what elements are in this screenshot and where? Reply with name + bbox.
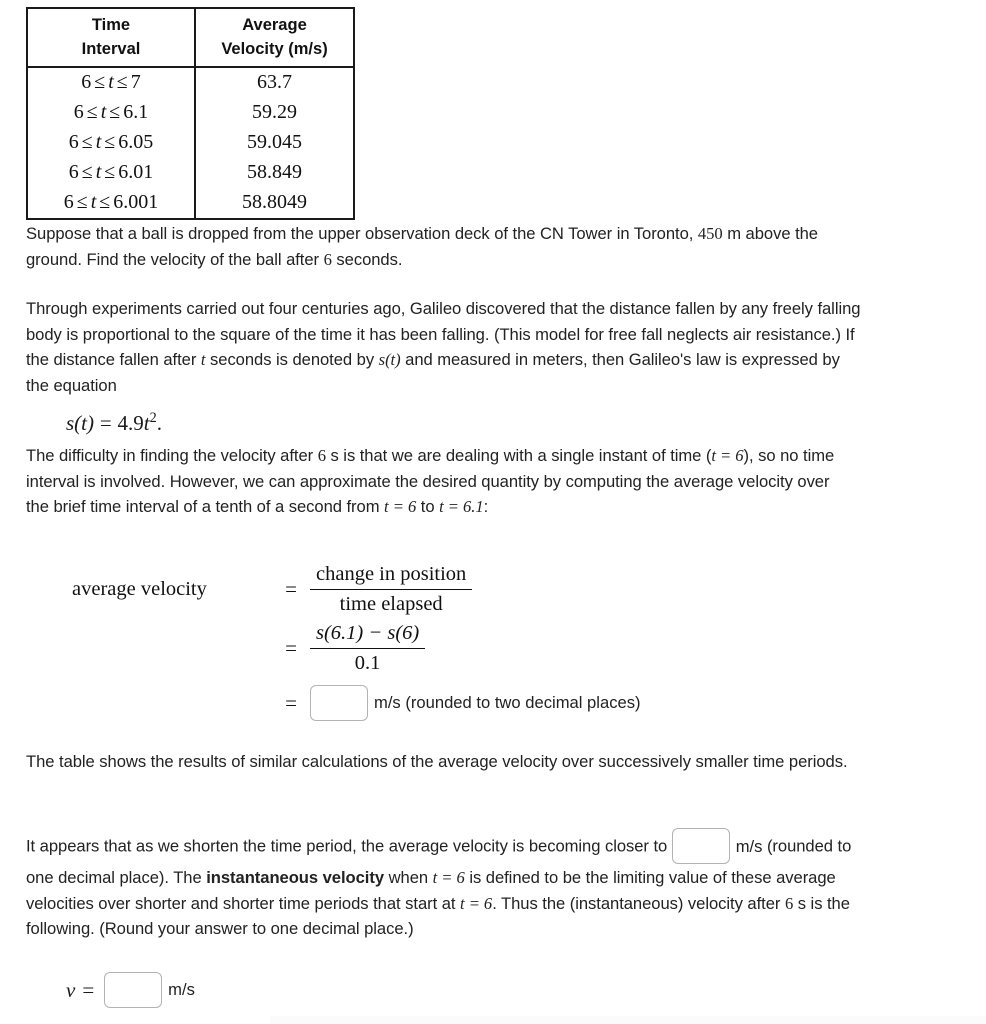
table-row: [27, 98, 354, 128]
interval-lower: 6: [81, 71, 92, 93]
derivation-label: average velocity: [72, 577, 207, 600]
derivation-row-2: [72, 618, 641, 678]
derivation-row-1: [72, 560, 641, 618]
interval-variable: t: [100, 101, 107, 123]
cell-average-velocity: 63.7: [257, 71, 292, 93]
galileo-law-equation: [66, 405, 162, 437]
interval-rel2: ≤: [116, 71, 128, 93]
column-header-average-velocity-line2: Velocity (m/s): [221, 40, 328, 58]
interval-upper: 6.1: [123, 101, 149, 123]
p3-t-equals-6: t = 6: [711, 446, 744, 465]
derivation-unit-note: m/s (rounded to two decimal places): [374, 693, 641, 712]
derivation-denominator-2: 0.1: [310, 648, 425, 675]
interval-variable: t: [90, 191, 97, 213]
p5-text-f: s is the following. (Round your answer to one decimal place.): [26, 893, 850, 939]
interval-upper: 6.05: [118, 131, 154, 153]
interval-lower: 6: [68, 161, 79, 183]
equation-variable: t: [143, 411, 150, 435]
table-header: [27, 8, 354, 67]
closer-to-input-wrapper: [672, 828, 730, 864]
table-row: [27, 158, 354, 188]
interval-rel1: ≤: [76, 191, 88, 213]
table-row: [27, 188, 354, 219]
cell-time-interval: [27, 128, 195, 158]
derivation-fraction-2: [310, 621, 425, 674]
derivation-numerator-2: s(6.1) − s(6): [316, 622, 420, 645]
derivation-fraction-1: [310, 562, 472, 615]
interval-rel2: ≤: [104, 131, 116, 153]
p4-text: The table shows the results of similar calculations of the average velocity over successively smaller time periods.: [26, 752, 848, 771]
cell-time-interval: [27, 98, 195, 128]
table-description-paragraph: [26, 749, 872, 775]
interval-rel2: ≤: [99, 191, 111, 213]
table-body: [27, 67, 354, 219]
p3-text-d: to: [416, 497, 440, 517]
bottom-edge-band: [270, 1016, 986, 1024]
p5-t-equals-6-second: t = 6: [460, 893, 493, 913]
table-header-row: [27, 8, 354, 67]
column-header-time-interval-line1: Time: [91, 16, 131, 34]
galileo-paragraph: [26, 296, 866, 398]
p2-text-b: seconds is denoted by: [205, 350, 379, 370]
p1-text-b: m above the ground. Find the velocity of the ball after: [26, 224, 818, 269]
interval-rel2: ≤: [104, 161, 116, 183]
column-header-time-interval: [27, 8, 195, 67]
p2-text-a: Through experiments carried out four centuries ago, Galileo discovered that the distance fallen by any freely falling body is proportional to the square of the time it has been falling. (This model for free fall neglects air resistance.) If the distance fallen after: [26, 299, 861, 370]
interval-rel1: ≤: [81, 131, 93, 153]
problem-statement-paragraph: [26, 221, 872, 272]
cell-time-interval: [27, 188, 195, 219]
final-answer-row: [66, 972, 195, 1008]
derivation-numerator-1: change in position: [316, 563, 467, 586]
derivation-row-3: [72, 680, 641, 726]
column-header-average-velocity-line1: Average: [242, 16, 307, 34]
closer-to-answer-input[interactable]: [672, 828, 730, 864]
interval-rel1: ≤: [81, 161, 93, 183]
interval-rel1: ≤: [86, 101, 98, 123]
p5-text-c: when: [384, 868, 433, 887]
interval-upper: 6.01: [118, 161, 154, 183]
p5-t-equals-6: t = 6: [432, 868, 465, 887]
interval-upper: 6.001: [113, 191, 159, 213]
p1-height-value: 450: [697, 224, 723, 243]
cell-time-interval: [27, 67, 195, 98]
interval-variable: t: [95, 131, 102, 153]
p5-bold-term: instantaneous velocity: [206, 868, 385, 887]
interval-rel1: ≤: [94, 71, 106, 93]
interval-variable: t: [95, 161, 102, 183]
interval-variable: t: [108, 71, 114, 93]
difficulty-paragraph: [26, 443, 856, 520]
p3-text-e: :: [483, 497, 489, 517]
interval-lower: 6: [73, 101, 84, 123]
p1-text-a: Suppose that a ball is dropped from the upper observation deck of the CN Tower in Toronto,: [26, 224, 698, 243]
interval-lower: 6: [63, 191, 74, 213]
cell-average-velocity: 59.045: [247, 131, 302, 153]
p3-text-c: ), so no time interval is involved. However, we can approximate the desired quantity by computing the average velocity over the brief time interval of a tenth of a second from: [26, 446, 835, 517]
cell-average-velocity: 59.29: [252, 101, 297, 123]
cell-average-velocity: 58.8049: [242, 191, 307, 213]
average-velocity-derivation: [72, 560, 641, 726]
table-row: [27, 67, 354, 98]
equation-equals-sign: =: [99, 411, 112, 435]
cell-time-interval: [27, 158, 195, 188]
column-header-time-interval-line2: Interval: [81, 40, 141, 58]
final-answer-equals: =: [82, 977, 95, 1002]
p5-text-e: . Thus the (instantaneous) velocity after: [492, 893, 785, 913]
average-velocity-table-wrapper: [26, 7, 355, 220]
p2-variable-t: t: [200, 350, 206, 370]
equation-exponent: 2: [149, 410, 157, 426]
p5-seconds-value: 6: [784, 893, 794, 913]
derivation-denominator-1: time elapsed: [310, 589, 472, 616]
p2-function-s-of-t: s(t): [378, 350, 401, 370]
p5-text-b: (rounded to one decimal place). The: [26, 836, 852, 887]
p5-unit-1: m/s: [735, 837, 763, 857]
p1-seconds-value: 6: [323, 249, 332, 269]
column-header-average-velocity: [195, 8, 354, 67]
p3-t-equals-6-second: t = 6: [384, 497, 417, 517]
p2-text-c: and measured in meters, then Galileo's law is expressed by the equation: [26, 350, 840, 395]
interval-rel2: ≤: [109, 101, 121, 123]
table-row: [27, 128, 354, 158]
final-answer-unit: m/s: [168, 980, 195, 999]
interval-upper: 7: [130, 71, 141, 93]
p5-text-d: is defined to be the limiting value of these average velocities over shorter and shorter time periods that start at: [26, 868, 836, 913]
average-velocity-answer-input[interactable]: [310, 685, 368, 721]
p3-seconds-value: 6: [317, 446, 326, 465]
p5-text-a: It appears that as we shorten the time period, the average velocity is becoming closer to: [26, 836, 672, 856]
p3-text-a: The difficulty in finding the velocity after: [26, 446, 318, 465]
p3-t-equals-6-point-1: t = 6.1: [439, 497, 484, 517]
derivation-equals-3: =: [285, 690, 297, 715]
p1-text-c: seconds.: [331, 249, 403, 269]
equation-coefficient: 4.9: [117, 411, 144, 435]
instantaneous-velocity-paragraph: [26, 829, 871, 942]
p3-text-b: s is that we are dealing with a single instant of time (: [325, 446, 712, 465]
final-answer-variable: v: [66, 977, 76, 1002]
derivation-equals-2: =: [285, 635, 297, 660]
equation-lhs: s(t): [66, 411, 94, 435]
equation-period: .: [156, 411, 163, 435]
derivation-equals-1: =: [285, 576, 297, 601]
interval-lower: 6: [68, 131, 79, 153]
average-velocity-table: [26, 7, 355, 220]
cell-average-velocity: 58.849: [247, 161, 302, 183]
final-velocity-answer-input[interactable]: [104, 972, 162, 1008]
